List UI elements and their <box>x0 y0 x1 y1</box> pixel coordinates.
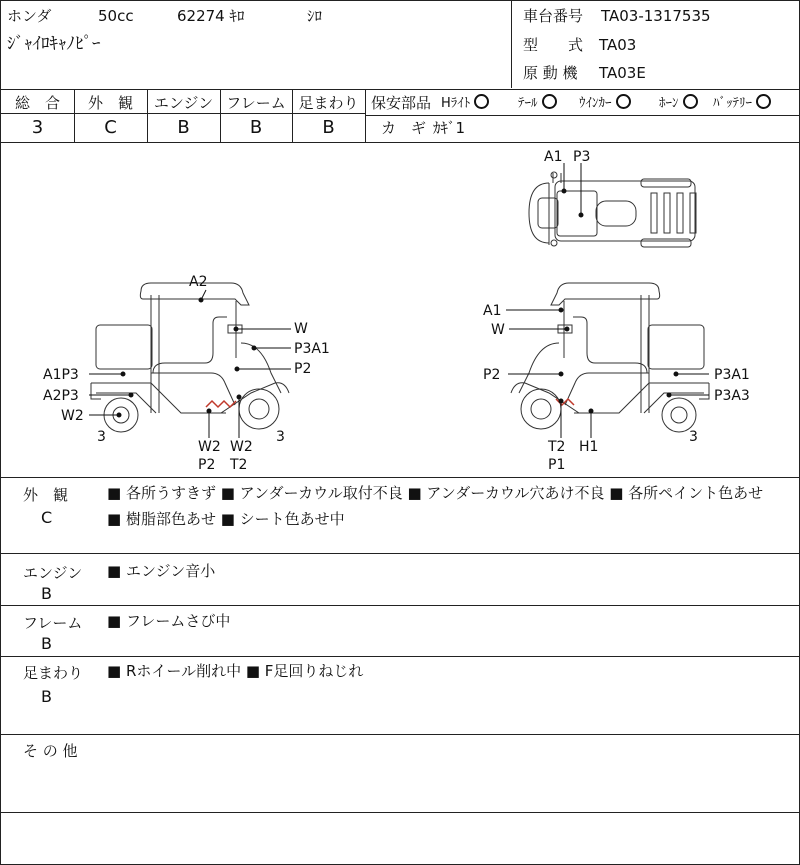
section-suspension-label: 足まわり <box>23 664 84 682</box>
left-label-w2: W2 <box>61 408 84 424</box>
right-label-p3a1: P3A1 <box>714 367 750 383</box>
right-label-h1: H1 <box>579 439 599 455</box>
damage-diagram <box>1 143 799 477</box>
key-value: ｶｷﾞ1 <box>433 119 466 137</box>
top-label-p3: P3 <box>573 149 591 165</box>
left-label-p2b: P2 <box>198 457 216 473</box>
top-label-a1: A1 <box>544 149 563 165</box>
left-label-p3a1: P3A1 <box>294 341 330 357</box>
top-view-scooter <box>529 172 696 247</box>
grade-header-suspension: 足まわり <box>298 94 359 112</box>
section-other-label: そ の 他 <box>23 742 78 760</box>
left-label-p2: P2 <box>294 361 312 377</box>
section-frame-text: ■ フレームさび中 <box>107 612 231 630</box>
left-label-a2p3: A2P3 <box>43 388 79 404</box>
right-label-p3a3: P3A3 <box>714 388 750 404</box>
divider <box>1 605 799 606</box>
divider <box>1 477 799 478</box>
right-label-p2: P2 <box>483 367 501 383</box>
type-label: 型 式 <box>523 36 584 54</box>
ok-circle-icon <box>542 94 557 109</box>
left-label-a1p3: A1P3 <box>43 367 79 383</box>
divider <box>1 89 799 90</box>
divider <box>1 734 799 735</box>
damage-mark <box>206 401 236 407</box>
grade-overall: 3 <box>31 117 44 138</box>
grade-suspension: B <box>322 117 335 138</box>
divider <box>1 812 799 813</box>
section-exterior-grade: C <box>41 508 53 527</box>
grade-engine: B <box>177 117 190 138</box>
mileage: 62274 ｷﾛ <box>177 7 245 25</box>
header-divider <box>511 1 512 88</box>
ok-circle-icon <box>756 94 771 109</box>
maker-name: ホンダ <box>7 7 52 25</box>
left-label-a2: A2 <box>189 274 208 290</box>
engine-model-value: TA03E <box>599 64 646 82</box>
section-exterior-text: ■ 各所うすきず ■ アンダーカウル取付不良 ■ アンダーカウル穴あけ不良 ■ 各所ペイント色あせ ■ 樹脂部色あせ ■ シート色あせ中 <box>107 484 764 528</box>
col-divider <box>365 89 366 142</box>
grade-exterior: C <box>104 117 117 138</box>
ok-circle-icon <box>474 94 489 109</box>
left-view-scooter <box>91 283 289 432</box>
divider <box>1 553 799 554</box>
safety-item-headlight: Hﾗｲﾄ <box>441 94 489 113</box>
section-suspension-grade: B <box>41 687 52 706</box>
type-value: TA03 <box>599 36 637 54</box>
right-label-t2: T2 <box>548 439 566 455</box>
left-label-w2c: W2 <box>230 439 253 455</box>
safety-label: 保安部品 <box>371 94 432 112</box>
grade-frame: B <box>249 117 263 138</box>
ok-circle-icon <box>616 94 631 109</box>
left-label-3: 3 <box>97 429 106 445</box>
grade-header-exterior: 外 観 <box>87 94 133 112</box>
left-label-w: W <box>294 321 308 337</box>
right-label-3: 3 <box>689 429 698 445</box>
chassis-number: TA03-1317535 <box>601 7 711 25</box>
left-label-t2: T2 <box>230 457 248 473</box>
grade-divider <box>1 113 365 114</box>
grade-header-overall: 総 合 <box>14 94 60 112</box>
section-exterior-label: 外 観 <box>23 486 69 504</box>
safety-item-winker: ｳｲﾝｶｰ <box>579 94 631 113</box>
safety-divider <box>365 115 799 116</box>
grade-header-frame: フレーム <box>226 94 286 112</box>
left-label-w2b: W2 <box>198 439 221 455</box>
chassis-label: 車台番号 <box>523 7 584 25</box>
section-frame-grade: B <box>41 634 52 653</box>
engine-displacement: 50cc <box>98 7 134 25</box>
section-frame-label: フレーム <box>23 614 83 632</box>
right-label-w: W <box>491 322 505 338</box>
safety-item-horn: ﾎｰﾝ <box>659 94 698 113</box>
engine-model-label: 原 動 機 <box>523 64 578 82</box>
right-label-p1: P1 <box>548 457 566 473</box>
ok-circle-icon <box>683 94 698 109</box>
model-name: ｼﾞｬｲﾛｷｬﾉﾋﾟｰ <box>7 34 101 54</box>
grade-header-engine: エンジン <box>153 94 214 112</box>
section-suspension-text: ■ Rホイール削れ中 ■ F足回りねじれ <box>107 662 364 680</box>
body-color: ｼﾛ <box>307 7 323 25</box>
right-label-a1: A1 <box>483 303 502 319</box>
left-label-3b: 3 <box>276 429 285 445</box>
section-engine-grade: B <box>41 584 52 603</box>
right-view-scooter <box>511 283 709 432</box>
safety-item-battery: ﾊﾞｯﾃﾘｰ <box>713 94 771 113</box>
key-label: カ ギ <box>381 119 427 137</box>
divider <box>1 656 799 657</box>
section-engine-text: ■ エンジン音小 <box>107 562 216 580</box>
safety-item-tail: ﾃｰﾙ <box>518 94 557 113</box>
section-engine-label: エンジン <box>23 564 83 582</box>
